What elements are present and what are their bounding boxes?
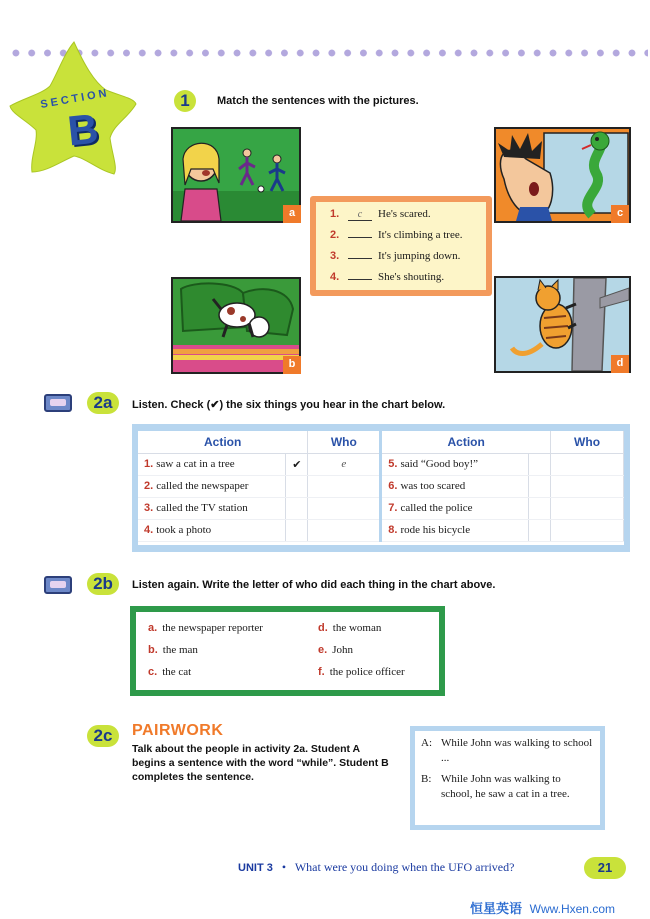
picture-c-tag: c bbox=[611, 205, 629, 223]
action-number: 7. bbox=[388, 502, 398, 514]
match-item-text: It's jumping down. bbox=[378, 250, 461, 262]
list-item bbox=[318, 622, 448, 634]
action-number: 2. bbox=[144, 480, 154, 492]
match-answer-blank[interactable] bbox=[348, 279, 372, 280]
person-letter: f. bbox=[318, 666, 325, 678]
who-cell[interactable] bbox=[551, 475, 624, 497]
action-number: 4. bbox=[144, 524, 154, 536]
match-sentences-list bbox=[316, 202, 486, 290]
pairwork-instruction: Talk about the people in activity 2a. Student A begins a sentence with the word “while”. Student B completes the sentence. bbox=[132, 743, 389, 783]
list-item bbox=[318, 666, 448, 678]
action-number: 6. bbox=[388, 480, 398, 492]
speaker-label: B: bbox=[421, 773, 432, 785]
person-letter: c. bbox=[148, 666, 158, 678]
activity-2b-number: 2b bbox=[87, 573, 119, 595]
unit-title: What were you doing when the UFO arrived? bbox=[294, 860, 515, 874]
action-text: said “Good boy!” bbox=[400, 458, 479, 470]
who-cell[interactable] bbox=[308, 475, 381, 497]
section-label: SECTION bbox=[39, 87, 111, 111]
list-item bbox=[148, 644, 318, 656]
speaker-label: A: bbox=[421, 737, 432, 749]
match-item-number: 4. bbox=[330, 271, 340, 283]
action-text: called the TV station bbox=[156, 502, 248, 514]
match-item-number: 3. bbox=[330, 250, 340, 262]
people-list bbox=[136, 612, 439, 690]
watermark-url: Www.Hxen.com bbox=[529, 902, 615, 916]
picture-d-tag: d bbox=[611, 355, 629, 373]
person-letter: a. bbox=[148, 622, 158, 634]
person-letter: e. bbox=[318, 644, 328, 656]
who-cell[interactable] bbox=[308, 497, 381, 519]
cat-climbing-tree-illustration bbox=[496, 278, 629, 371]
dialogue-text: While John was walking to school, he saw a cat in a tree. bbox=[441, 773, 570, 800]
check-cell[interactable] bbox=[529, 497, 551, 519]
match-item-number: 2. bbox=[330, 229, 340, 241]
check-cell[interactable] bbox=[286, 475, 308, 497]
activity-2b-instruction: Listen again. Write the letter of who did each thing in the chart above. bbox=[132, 579, 496, 591]
match-item-2 bbox=[330, 229, 486, 250]
table-row bbox=[138, 497, 624, 519]
activity-2c-number: 2c bbox=[87, 725, 119, 747]
picture-a-tag: a bbox=[283, 205, 301, 223]
match-item-4 bbox=[330, 271, 486, 292]
match-answer-blank[interactable]: c bbox=[348, 209, 372, 221]
action-text: took a photo bbox=[156, 524, 212, 536]
table-row bbox=[138, 453, 624, 475]
person-text: the newspaper reporter bbox=[162, 622, 263, 634]
boy-scared-snake-illustration bbox=[496, 129, 629, 221]
action-text: called the police bbox=[400, 502, 473, 514]
list-item bbox=[318, 644, 448, 656]
who-cell[interactable] bbox=[551, 453, 624, 475]
dialogue-text: While John was walking to school ... bbox=[441, 737, 593, 764]
person-letter: b. bbox=[148, 644, 158, 656]
person-text: the woman bbox=[332, 622, 382, 634]
match-item-3 bbox=[330, 250, 486, 271]
match-answer-blank[interactable] bbox=[348, 237, 372, 238]
chart-header-row bbox=[138, 431, 624, 453]
who-cell[interactable]: e bbox=[308, 453, 381, 475]
action-number: 5. bbox=[388, 458, 398, 470]
check-cell[interactable] bbox=[286, 519, 308, 541]
col-header-action: Action bbox=[138, 431, 308, 453]
girl-shouting-illustration bbox=[173, 129, 299, 221]
action-text: rode his bicycle bbox=[400, 524, 471, 536]
section-letter: B bbox=[65, 104, 101, 155]
activity-1-number: 1 bbox=[174, 90, 196, 112]
person-text: the cat bbox=[162, 666, 192, 678]
check-cell[interactable] bbox=[286, 497, 308, 519]
list-item bbox=[148, 666, 318, 678]
who-cell[interactable] bbox=[551, 519, 624, 541]
page-number: 21 bbox=[584, 857, 626, 879]
who-cell[interactable] bbox=[308, 519, 381, 541]
col-header-who: Who bbox=[551, 431, 624, 453]
listening-chart bbox=[132, 424, 630, 552]
match-item-1 bbox=[330, 208, 486, 229]
match-answer-blank[interactable] bbox=[348, 258, 372, 259]
match-item-number: 1. bbox=[330, 208, 340, 220]
action-text: was too scared bbox=[400, 480, 466, 492]
cassette-icon bbox=[44, 576, 72, 594]
footer-bullet: • bbox=[281, 860, 287, 874]
dialogue-line bbox=[421, 772, 594, 802]
col-header-who: Who bbox=[308, 431, 381, 453]
activity-2a-number: 2a bbox=[87, 392, 119, 414]
action-text: called the newspaper bbox=[156, 480, 249, 492]
picture-b-tag: b bbox=[283, 356, 301, 374]
picture-b bbox=[171, 277, 301, 374]
dialogue-box bbox=[410, 726, 605, 830]
person-text: the police officer bbox=[329, 666, 405, 678]
action-text: saw a cat in a tree bbox=[156, 458, 235, 470]
who-cell[interactable] bbox=[551, 497, 624, 519]
activity-1-instruction: Match the sentences with the pictures. bbox=[217, 95, 419, 107]
listening-chart-table bbox=[138, 431, 624, 542]
cassette-icon bbox=[44, 394, 72, 412]
page-footer bbox=[238, 860, 514, 875]
person-text: the man bbox=[162, 644, 198, 656]
unit-label: UNIT 3 bbox=[238, 862, 273, 874]
picture-a bbox=[171, 127, 301, 223]
table-row bbox=[138, 519, 624, 541]
dialogue-line bbox=[421, 736, 594, 766]
people-list-box bbox=[130, 606, 445, 696]
action-number: 8. bbox=[388, 524, 398, 536]
match-item-text: He's scared. bbox=[378, 208, 431, 220]
pairwork-title: PAIRWORK bbox=[132, 722, 224, 739]
match-item-text: It's climbing a tree. bbox=[378, 229, 463, 241]
check-cell[interactable] bbox=[529, 453, 551, 475]
match-sentences-box bbox=[310, 196, 492, 296]
watermark bbox=[470, 898, 615, 917]
action-number: 1. bbox=[144, 458, 154, 470]
person-letter: d. bbox=[318, 622, 328, 634]
match-item-text: She's shouting. bbox=[378, 271, 445, 283]
person-text: John bbox=[332, 644, 353, 656]
watermark-brand: 恒星英语 bbox=[470, 901, 523, 916]
check-cell[interactable]: ✔ bbox=[286, 453, 308, 475]
dog-jumping-illustration bbox=[173, 279, 299, 372]
check-cell[interactable] bbox=[529, 475, 551, 497]
col-header-action: Action bbox=[381, 431, 551, 453]
activity-2a-instruction: Listen. Check (✔) the six things you hear in the chart below. bbox=[132, 399, 446, 411]
check-cell[interactable] bbox=[529, 519, 551, 541]
list-item bbox=[148, 622, 318, 634]
table-row bbox=[138, 475, 624, 497]
action-number: 3. bbox=[144, 502, 154, 514]
